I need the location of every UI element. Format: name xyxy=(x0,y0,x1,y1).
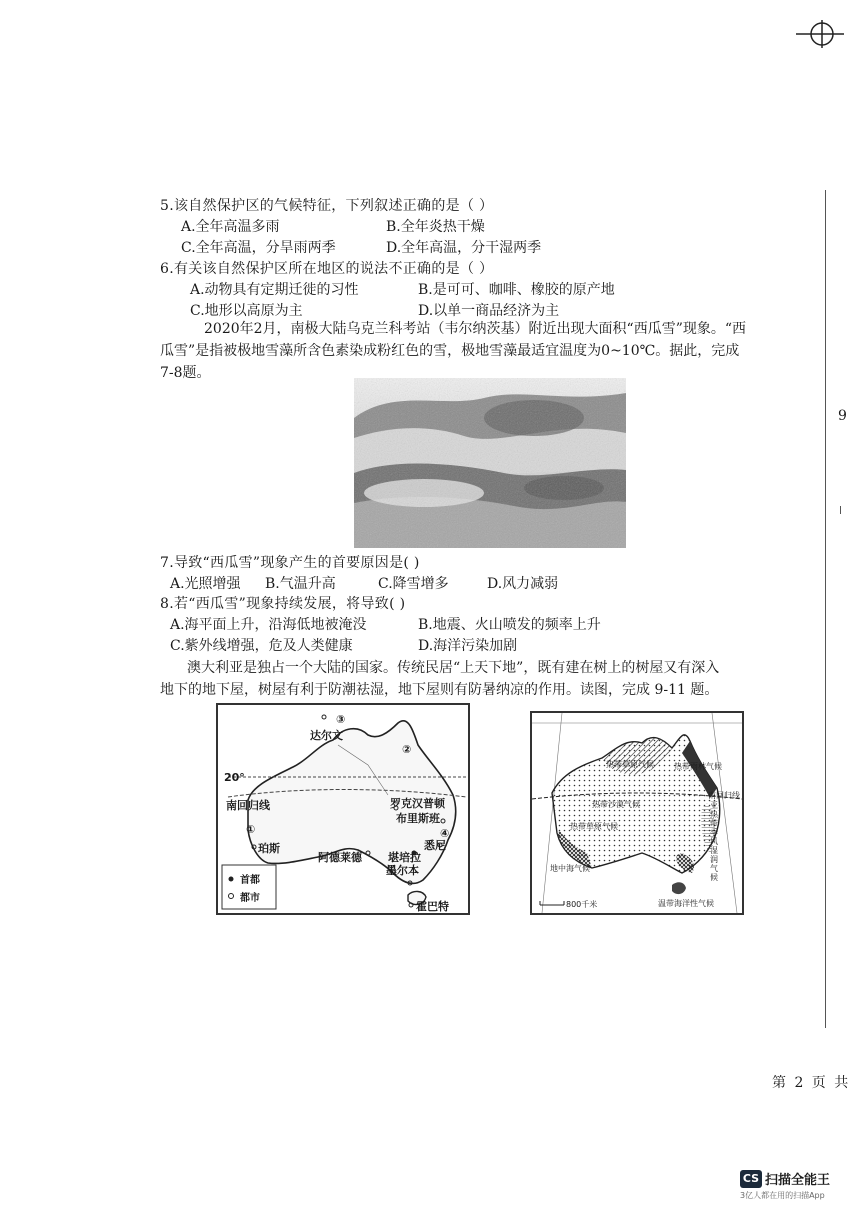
q8-option-b: B.地震、火山喷发的频率上升 xyxy=(418,617,601,633)
intro-7-8-line3: 7-8题。 xyxy=(160,365,211,381)
intro-7-8-line1: 2020年2月，南极大陆乌克兰科考站（韦尔纳茨基）附近出现大面积“西瓜雪”现象。“西 xyxy=(204,321,747,337)
q6-option-b: B.是可可、咖啡、橡胶的原产地 xyxy=(418,282,615,298)
q5-option-a: A.全年高温多雨 xyxy=(181,219,280,235)
q7-option-d: D.风力减弱 xyxy=(487,576,559,592)
map1-label-brisbane: 布里斯班 xyxy=(396,812,440,825)
map1-label-n1: ① xyxy=(246,823,256,836)
intro-9-11-line2: 地下的地下屋，树屋有利于防潮祛湿，地下屋则有防暑纳凉的作用。读图，完成 9-11 题。 xyxy=(160,682,719,698)
scanner-name: 扫描全能王 xyxy=(765,1173,831,1188)
q7-option-b: B.气温升高 xyxy=(265,576,336,592)
q6-stem: 6.有关该自然保护区所在地区的说法不正确的是（ ） xyxy=(160,261,494,277)
map2-label-desert: 热带沙漠气候 xyxy=(592,800,640,809)
intro-9-11-line1: 澳大利亚是独占一个大陆的国家。传统民居“上天下地”，既有建在树上的树屋又有深入 xyxy=(187,660,720,676)
map2-label-rainforest: 热带雨林气候 xyxy=(674,762,722,771)
binding-line xyxy=(825,190,826,1028)
q6-option-a: A.动物具有定期迁徙的习性 xyxy=(190,282,359,298)
map1-legend-capital: 首都 xyxy=(240,875,260,886)
map1-label-perth: 珀斯 xyxy=(258,842,280,855)
registration-mark-icon xyxy=(796,14,844,54)
map1-label-n2: ② xyxy=(402,743,412,756)
map2-label-tropic: 南回归线 xyxy=(708,791,740,800)
q8-option-c: C.紫外线增强，危及人类健康 xyxy=(170,638,353,654)
map1-label-canberra: 堪培拉 xyxy=(388,851,421,864)
q5-option-c: C.全年高温，分旱雨两季 xyxy=(181,240,336,256)
scanner-watermark xyxy=(740,1168,831,1200)
australia-climate-map xyxy=(530,711,744,915)
map2-label-mediterranean: 地中海气候 xyxy=(550,864,590,873)
q6-option-d: D.以单一商品经济为主 xyxy=(418,303,560,319)
q8-option-a: A.海平面上升，沿海低地被淹没 xyxy=(170,617,367,633)
intro-7-8-line2: 瓜雪”是指被极地雪藻所含色素染成粉红色的雪，极地雪藻最适宜温度为0~10℃。据此，完成 xyxy=(160,343,740,359)
q7-stem: 7.导致“西瓜雪”现象产生的首要原因是( ) xyxy=(160,555,420,571)
q7-option-a: A.光照增强 xyxy=(170,576,241,592)
edge-tick xyxy=(840,506,841,514)
map2-label-scale: 800千米 xyxy=(566,900,598,909)
map1-label-lat: 20° xyxy=(224,771,245,784)
map1-label-adelaide: 阿德莱德 xyxy=(318,851,362,864)
edge-digit: 9 xyxy=(838,408,847,424)
map1-legend-city: 都市 xyxy=(240,893,260,904)
map1-label-hobart: 霍巴特 xyxy=(416,900,449,913)
q8-stem: 8.若“西瓜雪”现象持续发展，将导致( ) xyxy=(160,596,406,612)
scanner-tagline: 3亿人都在用的扫描App xyxy=(740,1191,825,1200)
q5-stem: 5.该自然保护区的气候特征，下列叙述正确的是（ ） xyxy=(160,198,494,214)
q8-option-d: D.海洋污染加剧 xyxy=(418,638,518,654)
q6-option-c: C.地形以高原为主 xyxy=(190,303,303,319)
q7-option-c: C.降雪增多 xyxy=(378,576,449,592)
map1-label-n4: ④ xyxy=(440,827,450,840)
page-number: 第 2 页 共 xyxy=(772,1075,851,1091)
map2-label-subtropical: 亚热带季风湿润气候 xyxy=(710,801,718,882)
map1-label-tropic: 南回归线 xyxy=(226,799,270,812)
map1-label-melbourne: 墨尔本 xyxy=(386,864,419,877)
map1-label-sydney: 悉尼 xyxy=(424,839,446,852)
australia-city-map xyxy=(216,703,470,915)
scanner-logo-icon: CS xyxy=(740,1170,762,1188)
map2-label-oceanic: 温带海洋性气候 xyxy=(658,899,714,908)
map2-label-tropical-grass-s: 热带草原气候 xyxy=(570,822,618,831)
watermelon-snow-photo xyxy=(354,378,626,548)
q5-option-b: B.全年炎热干燥 xyxy=(386,219,485,235)
map2-label-tropical-grass-n: 热带草原气候 xyxy=(606,760,654,769)
map1-label-rockhampton: 罗克汉普顿 xyxy=(390,797,445,810)
map1-label-darwin: 达尔文 xyxy=(310,729,343,742)
q5-option-d: D.全年高温，分干湿两季 xyxy=(386,240,542,256)
map1-label-n3: ③ xyxy=(336,713,346,726)
